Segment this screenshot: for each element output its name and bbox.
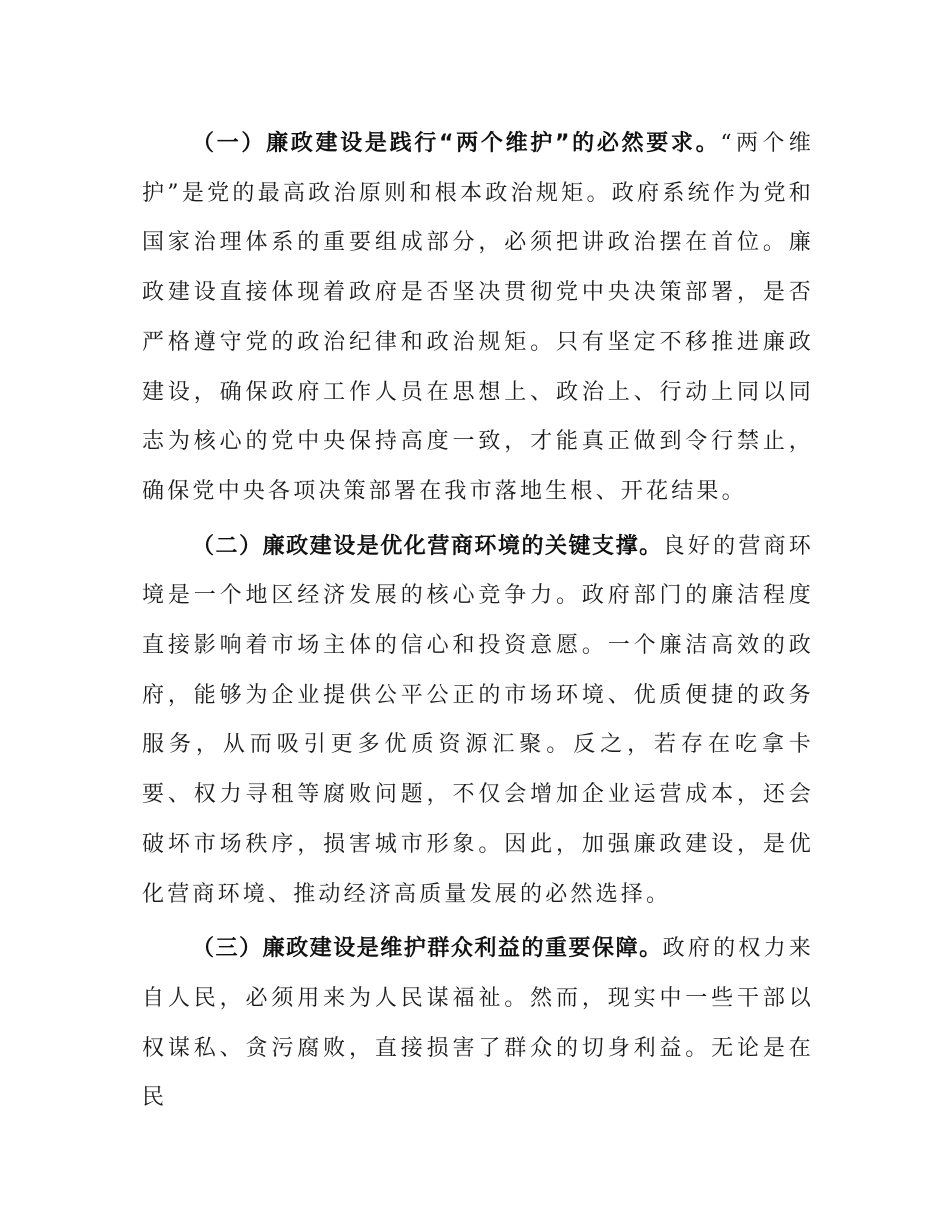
paragraph-1	[142, 119, 814, 517]
paragraph-3-text: 政府的权力来自人民，必须用来为人民谋福祉。然而，现实中一些干部以权谋私、贪污腐败，直接损害了群众的切身利益。无论是在民	[142, 936, 814, 1111]
paragraph-2-text: 良好的营商环境是一个地区经济发展的核心竞争力。政府部门的廉洁程度直接影响着市场主体的信心和投资意愿。一个廉洁高效的政府，能够为企业提供公平公正的市场环境、优质便捷的政务服务，从而吸引更多优质资源汇聚。反之，若存在吃拿卡要、权力寻租等腐败问题，不仅会增加企业运营成本，还会破坏市场秩序，损害城市形象。因此，加强廉政建设，是优化营商环境、推动经济高质量发展的必然选择。	[142, 533, 814, 907]
paragraph-1-heading: （一）廉政建设是践行“两个维护”的必然要求。	[192, 131, 721, 156]
document-body	[142, 119, 814, 1123]
paragraph-2	[142, 522, 814, 920]
paragraph-1-text: “两个维护”是党的最高政治原则和根本政治规矩。政府系统作为党和国家治理体系的重要组成部分，必须把讲政治摆在首位。廉政建设直接体现着政府是否坚决贯彻党中央决策部署，是否严格遵守党的政治纪律和政治规矩。只有坚定不移推进廉政建设，确保政府工作人员在思想上、政治上、行动上同以同志为核心的党中央保持高度一致，才能真正做到令行禁止，确保党中央各项决策部署在我市落地生根、开花结果。	[142, 131, 814, 504]
paragraph-3	[142, 924, 814, 1123]
paragraph-3-heading: （三）廉政建设是维护群众利益的重要保障。	[192, 936, 663, 962]
paragraph-2-heading: （二）廉政建设是优化营商环境的关键支撑。	[192, 533, 663, 559]
